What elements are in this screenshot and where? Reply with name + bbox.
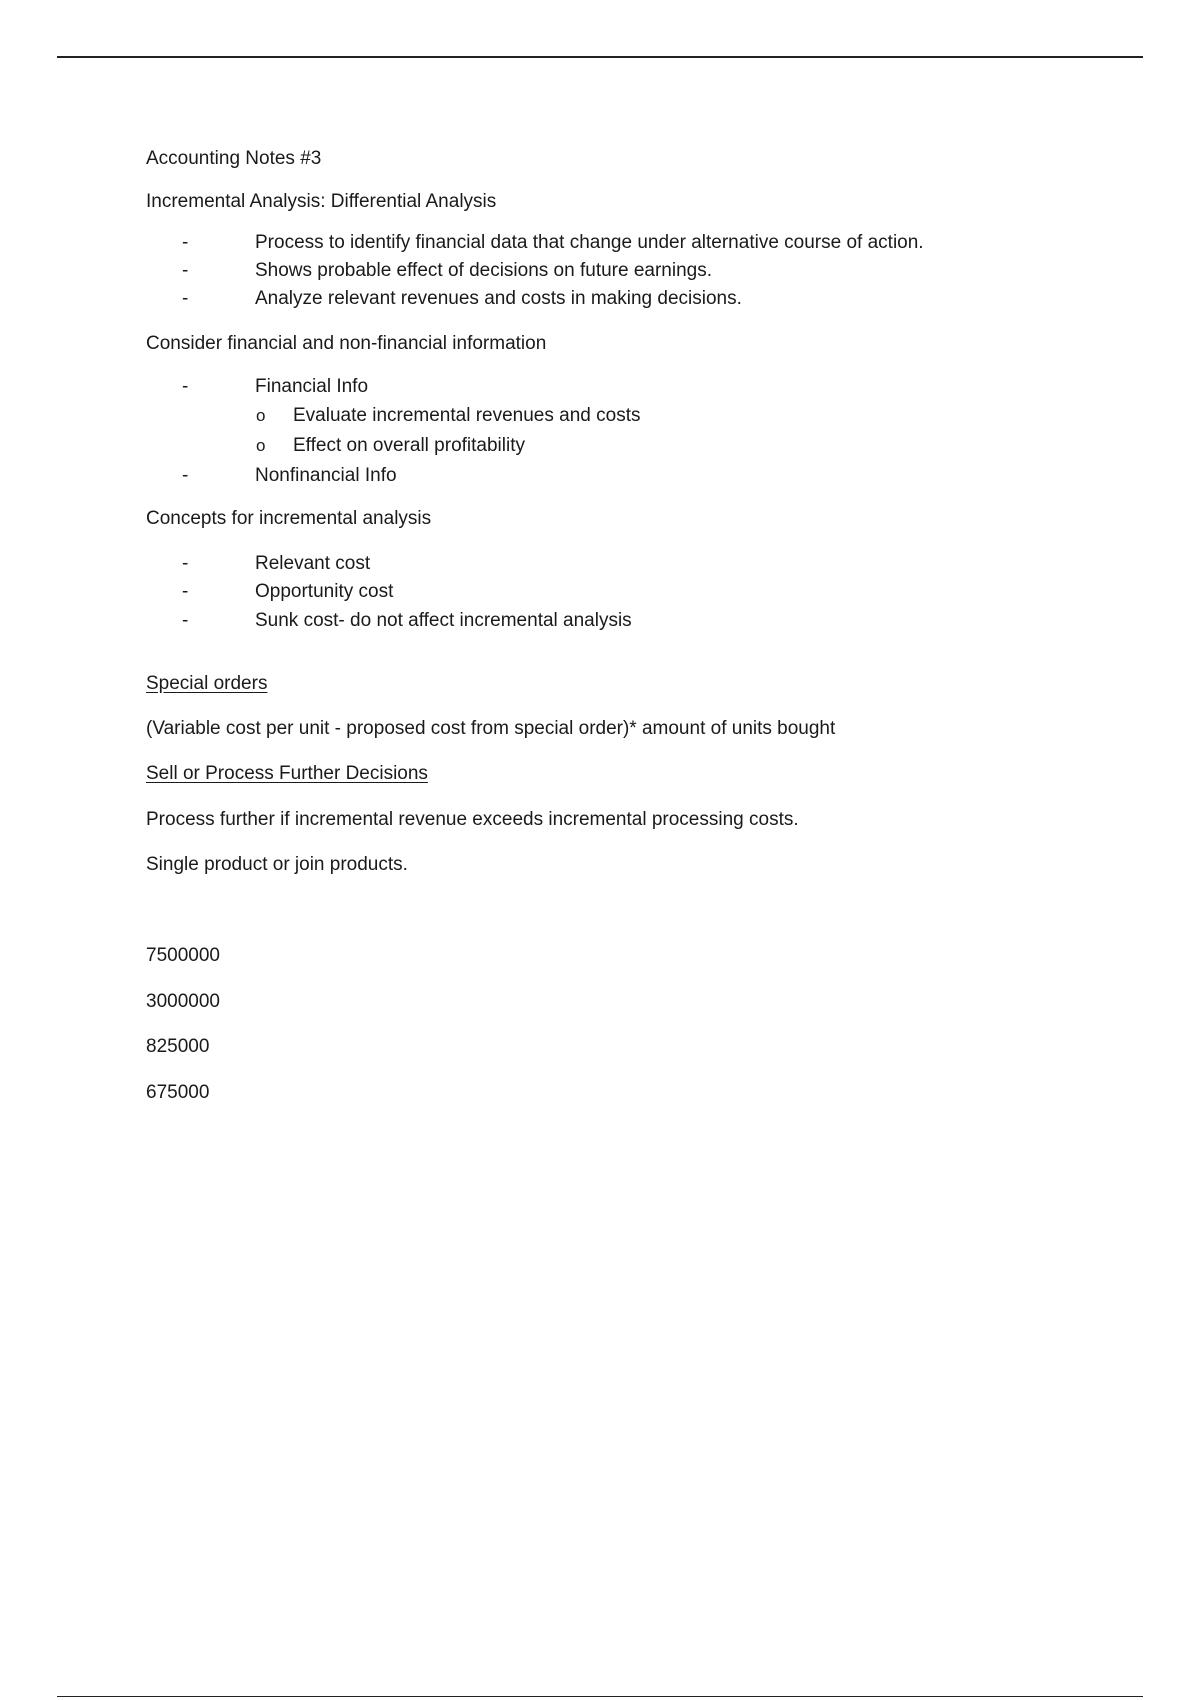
circle-bullet: o [256,436,266,455]
list-item-text: Nonfinancial Info [255,465,397,486]
section-heading-special-orders: Special orders [146,673,268,694]
document-title: Accounting Notes #3 [146,148,322,169]
list-item-text: Shows probable effect of decisions on future earnings. [255,260,712,281]
number-value: 7500000 [146,945,220,966]
dash-bullet: - [182,581,189,602]
list-item-text: Sunk cost- do not affect incremental analysis [255,610,632,631]
list-item-text: Relevant cost [255,553,371,574]
sub-list-item-text: Evaluate incremental revenues and costs [293,405,641,426]
list-item-text: Financial Info [255,376,369,397]
footer-rule [57,1696,1143,1697]
list-item-text: Opportunity cost [255,581,394,602]
number-value: 675000 [146,1082,210,1103]
dash-bullet: - [182,376,189,397]
section-heading-consider: Consider financial and non-financial information [146,333,547,354]
list-item-text: Analyze relevant revenues and costs in making decisions. [255,288,742,309]
section-heading-incremental: Incremental Analysis: Differential Analysis [146,191,497,212]
section-heading-sell-or-process: Sell or Process Further Decisions [146,763,428,784]
dash-bullet: - [182,288,189,309]
circle-bullet: o [256,406,266,425]
number-value: 825000 [146,1036,210,1057]
dash-bullet: - [182,232,189,253]
dash-bullet: - [182,465,189,486]
dash-bullet: - [182,553,189,574]
number-value: 3000000 [146,991,220,1012]
special-orders-formula: (Variable cost per unit - proposed cost from special order)* amount of units bought [146,718,836,739]
header-rule [57,56,1143,58]
sell-or-process-line-2: Single product or join products. [146,854,408,875]
dash-bullet: - [182,260,189,281]
sell-or-process-line-1: Process further if incremental revenue exceeds incremental processing costs. [146,809,799,830]
section-heading-concepts: Concepts for incremental analysis [146,508,432,529]
list-item-text: Process to identify financial data that change under alternative course of action. [255,232,924,253]
sub-list-item-text: Effect on overall profitability [293,435,525,456]
dash-bullet: - [182,610,189,631]
